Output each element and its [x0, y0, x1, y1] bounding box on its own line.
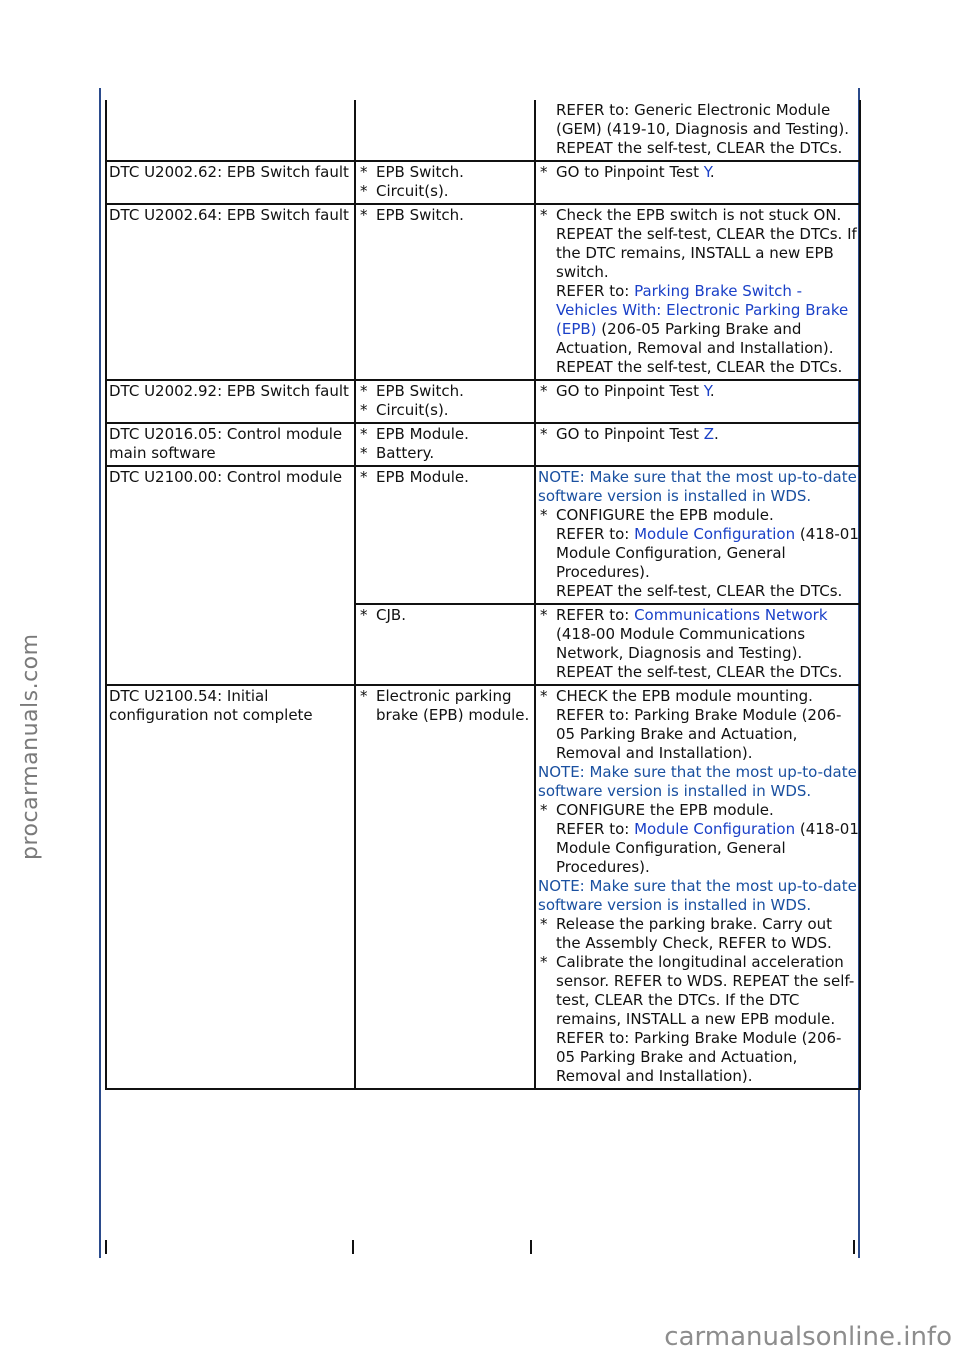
action-cell — [535, 423, 860, 466]
part-item: * CJB. — [360, 606, 406, 624]
action-step: * GO to Pinpoint Test Z. — [540, 425, 719, 443]
cause-cell: DTC U2100.00: Control module — [106, 466, 355, 685]
action-step: * CONFIGURE the EPB module. — [540, 801, 774, 819]
action-cell — [535, 100, 860, 161]
parts-cell — [355, 466, 535, 604]
cause-cell: DTC U2002.92: EPB Switch fault — [106, 380, 355, 423]
table-continuation — [105, 1240, 855, 1254]
page-border-left — [99, 88, 101, 1258]
cause-cell: DTC U2016.05: Control module main software — [106, 423, 355, 466]
part-item: * EPB Switch. — [360, 206, 464, 224]
part-item: * EPB Switch. — [360, 163, 464, 181]
part-item: * Electronic parking brake (EPB) module. — [360, 687, 530, 724]
action-line: REPEAT the self-test, CLEAR the DTCs. — [556, 663, 843, 681]
continuation-rule — [853, 1240, 855, 1254]
action-line: REPEAT the self-test, CLEAR the DTCs. — [556, 582, 843, 600]
parts-cell — [355, 204, 535, 380]
action-step: * CONFIGURE the EPB module. — [540, 506, 774, 524]
action-step: * Calibrate the longitudinal acceleration sensor. REFER to WDS. REPEAT the self-test, CLEAR the DTCs. If the DTC remains, INSTALL a new EPB module. — [540, 953, 855, 1028]
action-step: * Check the EPB switch is not stuck ON. — [540, 206, 842, 224]
action-step: * GO to Pinpoint Test Y. — [540, 382, 715, 400]
part-item: * Circuit(s). — [360, 401, 449, 419]
action-line: REFER to: Module Configuration (418-01 Module Configuration, General Procedures). — [556, 525, 859, 581]
pinpoint-test-link[interactable]: Y — [703, 163, 710, 181]
communications-network-link[interactable]: Communications Network — [634, 606, 828, 624]
table-row — [106, 100, 860, 161]
action-line: REFER to: Parking Brake Module (206-05 Parking Brake and Actuation, Removal and Installation). — [556, 706, 842, 762]
module-configuration-link[interactable]: Module Configuration — [634, 820, 796, 838]
watermark-left: procarmanuals.com — [18, 633, 43, 860]
diagnostic-table — [105, 100, 861, 1090]
table-row — [106, 685, 860, 1089]
table-row — [106, 161, 860, 204]
parts-cell — [355, 685, 535, 1089]
cause-cell: DTC U2002.64: EPB Switch fault — [106, 204, 355, 380]
parking-brake-switch-link[interactable]: Parking Brake Switch - Vehicles With: Electronic Parking Brake (EPB) — [556, 282, 849, 338]
part-item: * Battery. — [360, 444, 435, 462]
action-step: * GO to Pinpoint Test Y. — [540, 163, 715, 181]
note-text: NOTE: Make sure that the most up-to-date software version is installed in WDS. — [538, 763, 857, 800]
action-step: * Release the parking brake. Carry out the Assembly Check, REFER to WDS. — [540, 915, 833, 952]
note-text: NOTE: Make sure that the most up-to-date software version is installed in WDS. — [538, 468, 857, 505]
pinpoint-test-link[interactable]: Z — [703, 425, 715, 443]
action-cell — [535, 604, 860, 685]
parts-cell — [355, 161, 535, 204]
continuation-rule — [352, 1240, 354, 1254]
action-cell — [535, 685, 860, 1089]
module-configuration-link[interactable]: Module Configuration — [634, 525, 796, 543]
action-cell — [535, 204, 860, 380]
action-cell — [535, 466, 860, 604]
cause-cell — [106, 100, 355, 161]
part-item: * EPB Module. — [360, 468, 469, 486]
continuation-rule — [530, 1240, 532, 1254]
table-row — [106, 380, 860, 423]
parts-cell — [355, 100, 535, 161]
action-line: REFER to: Parking Brake Module (206-05 Parking Brake and Actuation, Removal and Installation). — [556, 1029, 842, 1085]
watermark-bottom: carmanualsonline.info — [664, 1322, 952, 1352]
parts-cell — [355, 604, 535, 685]
part-item: * EPB Module. — [360, 425, 469, 443]
cause-cell: DTC U2002.62: EPB Switch fault — [106, 161, 355, 204]
action-line: REPEAT the self-test, CLEAR the DTCs. If the DTC remains, INSTALL a new EPB switch. — [556, 225, 857, 281]
part-item: * EPB Switch. — [360, 382, 464, 400]
table-row — [106, 423, 860, 466]
action-line: REPEAT the self-test, CLEAR the DTCs. — [556, 139, 843, 157]
cause-cell: DTC U2100.54: Initial configuration not complete — [106, 685, 355, 1089]
action-line: REPEAT the self-test, CLEAR the DTCs. — [556, 358, 843, 376]
action-line: REFER to: Module Configuration (418-01 Module Configuration, General Procedures). — [556, 820, 859, 876]
part-item: * Circuit(s). — [360, 182, 449, 200]
note-text: NOTE: Make sure that the most up-to-date software version is installed in WDS. — [538, 877, 857, 914]
action-step: * CHECK the EPB module mounting. — [540, 687, 813, 705]
action-line: REFER to: Parking Brake Switch - Vehicles With: Electronic Parking Brake (EPB) (206-05 Parking Brake and Actuation, Removal and Installation). — [556, 282, 849, 357]
parts-cell — [355, 423, 535, 466]
continuation-rule — [105, 1240, 107, 1254]
table-row — [106, 466, 860, 604]
action-step: * REFER to: Communications Network (418-00 Module Communications Network, Diagnosis and Testing). — [540, 606, 828, 662]
action-cell — [535, 161, 860, 204]
parts-cell — [355, 380, 535, 423]
action-cell — [535, 380, 860, 423]
table-row — [106, 204, 860, 380]
action-line: REFER to: Generic Electronic Module (GEM) (419-10, Diagnosis and Testing). — [556, 101, 850, 138]
pinpoint-test-link[interactable]: Y — [703, 382, 710, 400]
